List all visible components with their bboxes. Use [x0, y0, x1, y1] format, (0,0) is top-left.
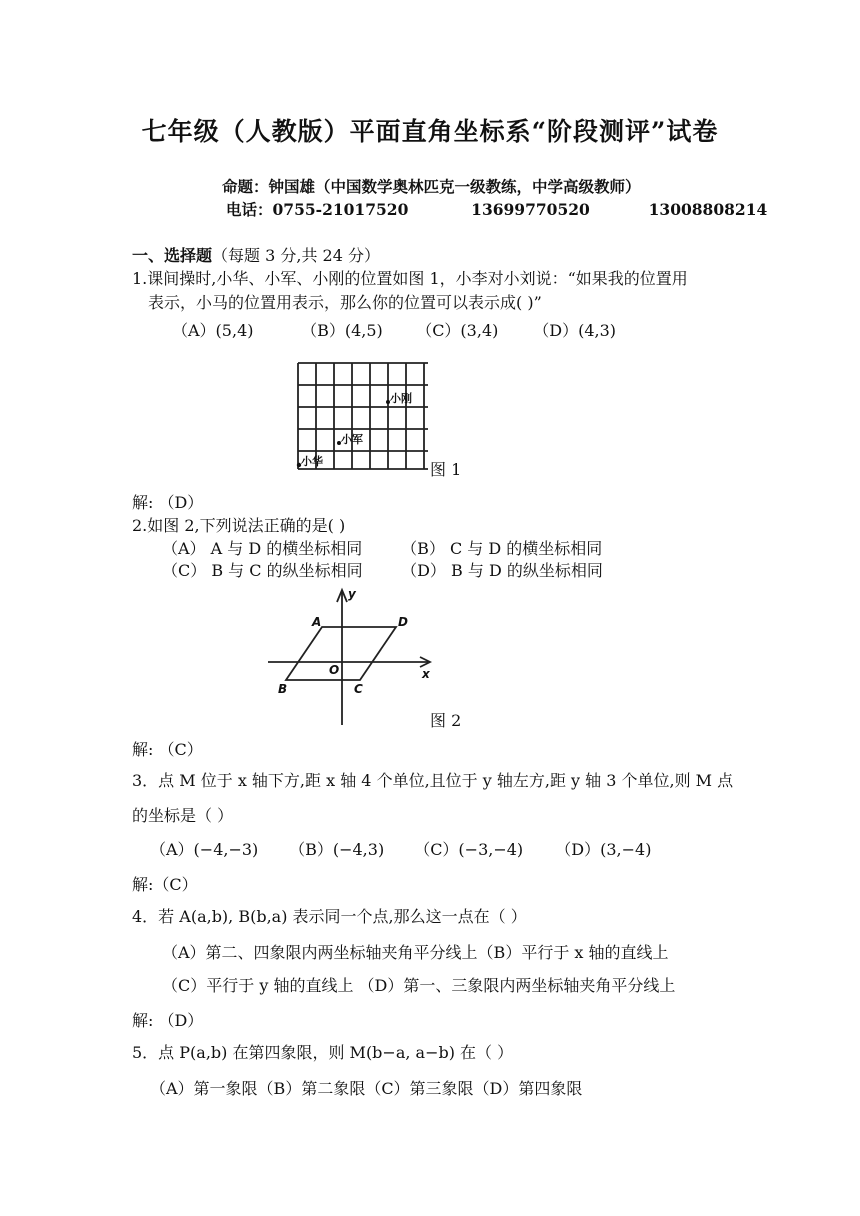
- phone-3: 13008808214: [648, 200, 768, 219]
- phone-label: 电话：0755-21017520: [226, 200, 409, 219]
- q3-options: [150, 837, 651, 860]
- fig2-label-x: x: [422, 667, 430, 681]
- figure-2-parallelogram: [262, 580, 442, 730]
- q5-line1: 5．点 P(a,b) 在第四象限，则 M(b−a, a−b) 在（ ）: [132, 1043, 514, 1062]
- section-note: （每题 3 分,共 24 分）: [212, 246, 380, 265]
- q3-option-b: （B）(−4,3): [289, 840, 385, 859]
- fig2-label-o: O: [329, 663, 340, 677]
- q1-options: [172, 318, 616, 341]
- fig1-label-xiaohua: 小华: [301, 455, 323, 468]
- q2-option-b: （B） C 与 D 的横坐标相同: [401, 539, 603, 558]
- fig2-label-y: y: [348, 587, 356, 601]
- q1-option-d: （D）(4,3): [533, 321, 617, 340]
- q4-answer: 解: （D）: [132, 1011, 204, 1030]
- fig2-label-a: A: [312, 615, 322, 629]
- q1-option-c: （C）(3,4): [416, 321, 499, 340]
- q1-option-b: （B）(4,5): [301, 321, 383, 340]
- q2-option-d: （D） B 与 D 的纵坐标相同: [401, 561, 603, 580]
- q3-option-a: （A）(−4,−3): [150, 840, 259, 859]
- q2-answer: 解: （C）: [132, 740, 203, 759]
- fig1-label-xiaogang: 小刚: [390, 392, 412, 405]
- fig2-label-c: C: [354, 682, 363, 696]
- q4-options-row2: （C）平行于 y 轴的直线上 （D）第一、三象限内两坐标轴夹角平分线上: [162, 976, 676, 995]
- q3-answer: 解:（C）: [132, 875, 198, 894]
- section-heading: [132, 243, 380, 266]
- fig1-label-xiaojun: 小军: [341, 433, 363, 446]
- q3-option-c: （C）(−3,−4): [414, 840, 524, 859]
- q1-answer: 解: （D）: [132, 493, 204, 512]
- page-title: 七年级（人教版）平面直角坐标系“阶段测评”试卷: [141, 117, 719, 146]
- q1-line1: 1.课间操时,小华、小军、小刚的位置如图 1，小李对小刘说：“如果我的位置用: [132, 269, 688, 288]
- q3-line2: 的坐标是（ ）: [132, 806, 234, 825]
- q2-option-a: （A） A 与 D 的横坐标相同: [162, 539, 363, 558]
- fig2-label-b: B: [278, 682, 288, 696]
- q3-line1: 3．点 M 位于 x 轴下方,距 x 轴 4 个单位,且位于 y 轴左方,距 y 轴 3 个单位,则 M 点: [132, 771, 734, 790]
- q2-options-row1: [162, 536, 602, 559]
- section-title: 一、选择题: [132, 246, 213, 265]
- q2-option-c: （C） B 与 C 的纵坐标相同: [162, 561, 363, 580]
- author-line: 命题：钟国雄（中国数学奥林匹克一级教练，中学高级教师）: [222, 177, 641, 196]
- phone-line: [226, 198, 767, 220]
- q3-option-d: （D）(3,−4): [555, 840, 652, 859]
- q4-options-row1: （A）第二、四象限内两坐标轴夹角平分线上（B）平行于 x 轴的直线上: [162, 943, 669, 962]
- phone-2: 13699770520: [471, 200, 590, 219]
- fig2-caption: 图 2: [430, 711, 462, 730]
- fig2-label-d: D: [398, 615, 408, 629]
- fig1-caption: 图 1: [430, 460, 462, 479]
- q4-line1: 4．若 A(a,b), B(b,a) 表示同一个点,那么这一点在（ ）: [132, 907, 527, 926]
- q2-line1: 2.如图 2,下列说法正确的是( ): [132, 516, 346, 535]
- q2-options-row2: [162, 558, 603, 581]
- q5-options: （A）第一象限（B）第二象限（C）第三象限（D）第四象限: [150, 1079, 583, 1098]
- q1-line2: 表示，小马的位置用表示，那么你的位置可以表示成( )”: [148, 293, 542, 312]
- q1-option-a: （A）(5,4): [172, 321, 254, 340]
